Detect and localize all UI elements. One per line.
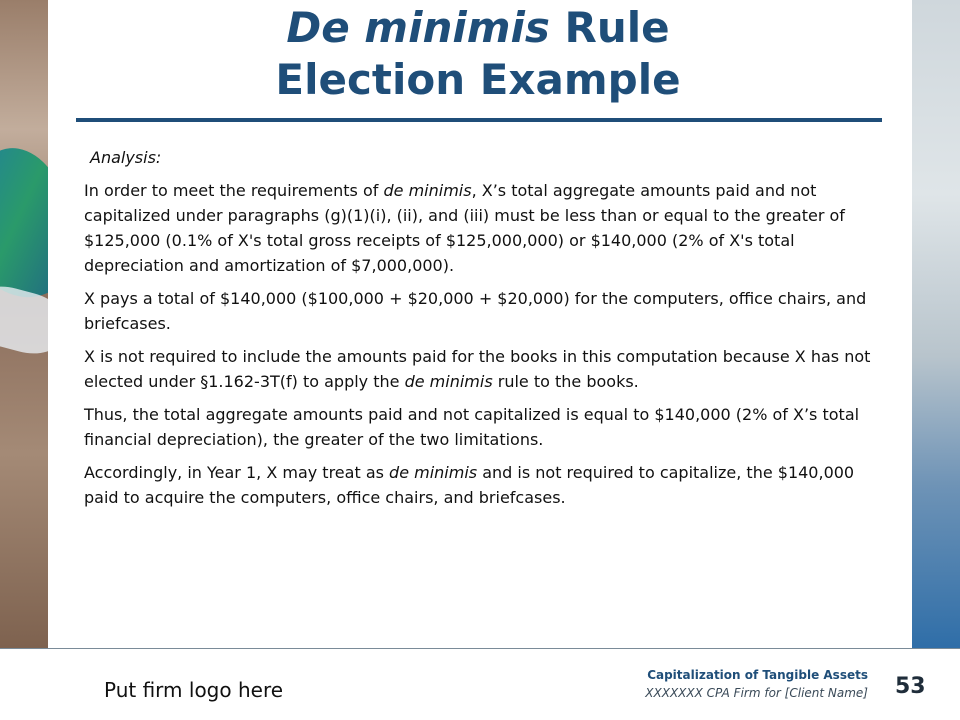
title-line-2: Election Example (275, 55, 681, 104)
italic-term: de minimis (389, 463, 478, 482)
body-paragraph (84, 460, 884, 510)
italic-term: de minimis (383, 181, 472, 200)
right-decorative-image (912, 0, 960, 648)
analysis-label: Analysis: (90, 148, 162, 167)
left-decorative-image (0, 0, 48, 648)
footer-divider (0, 648, 960, 649)
presentation-subtitle: Capitalization of Tangible Assets (647, 668, 868, 682)
paragraph-list (84, 178, 884, 510)
text-run: X is not required to include the amounts paid for the books in this computation because X has not elected under §1.162-3T(f) to apply the (84, 347, 871, 391)
slide-body (84, 145, 884, 518)
footer-info (645, 666, 868, 702)
text-run: In order to meet the requirements of (84, 181, 384, 200)
text-run: Accordingly, in Year 1, X may treat as (84, 463, 390, 482)
text-run: Thus, the total aggregate amounts paid and not capitalized is equal to $140,000 (2% of X’s total financial depreciation), the greater of the two limitations. (84, 405, 860, 449)
body-paragraph (84, 286, 884, 336)
body-paragraph (84, 178, 884, 278)
text-run: rule to the books. (492, 372, 639, 391)
body-paragraph (84, 402, 884, 452)
firm-name: XXXXXXX CPA Firm for [Client Name] (645, 686, 868, 700)
slide-title (48, 2, 908, 106)
page-number: 53 (895, 674, 926, 699)
text-run: and is not required to capitalize, the $140,000 paid to acquire the computers, office chairs, and briefcases. (84, 463, 855, 507)
title-rest: Rule (549, 3, 670, 52)
title-italic-part: De minimis (286, 3, 550, 52)
text-run: X pays a total of $140,000 ($100,000 + $20,000 + $20,000) for the computers, office chairs, and briefcases. (84, 289, 867, 333)
body-paragraph (84, 344, 884, 394)
text-run: , X’s total aggregate amounts paid and not capitalized under paragraphs (g)(1)(i), (ii), and (iii) must be less than or equal to the greater of $125,000 (0.1% of X's total gross receipts of $125,000,000) or $140,000 (2% of X's total depreciation and amortization of $7,000,000). (84, 181, 845, 275)
logo-placeholder: Put firm logo here (104, 678, 284, 702)
title-underline (76, 118, 882, 122)
italic-term: de minimis (404, 372, 493, 391)
